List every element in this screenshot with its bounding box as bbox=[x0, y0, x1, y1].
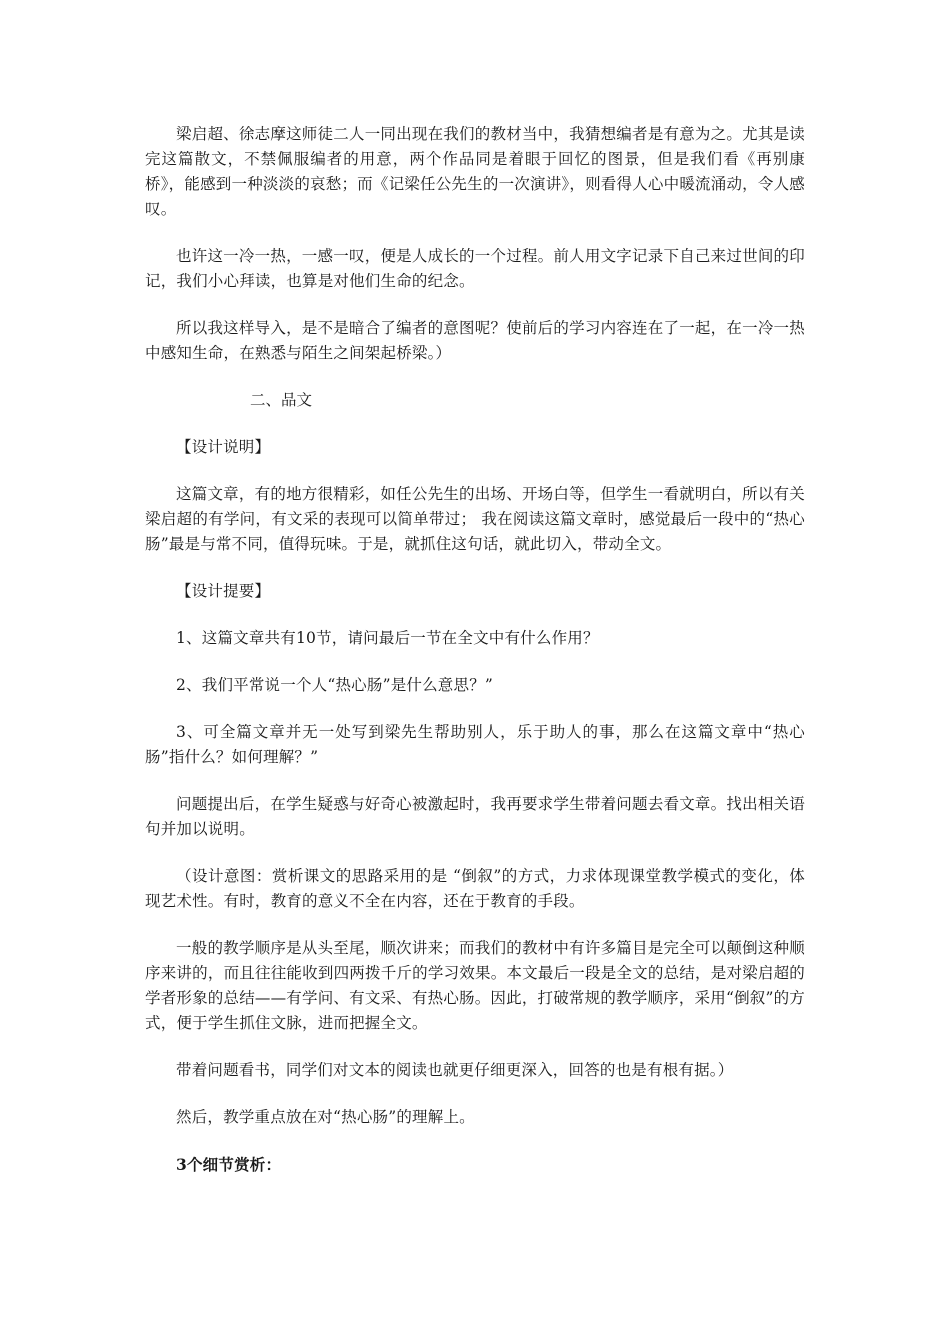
paragraph-intro-3: 所以我这样导入，是不是暗合了编者的意图呢？使前后的学习内容连在了一起，在一冷一热中感知生命，在熟悉与陌生之间架起桥梁。） bbox=[145, 319, 805, 362]
design-note-text: 这篇文章，有的地方很精彩，如任公先生的出场、开场白等，但学生一看就明白，所以有关梁启超的有学问，有文采的表现可以简单带过； 我在阅读这篇文章时，感觉最后一段中的“热心肠”最是与常不同，值得玩味。于是，就抓住这句话，就此切入，带动全文。 bbox=[145, 485, 805, 553]
details-heading: 3个细节赏析： bbox=[176, 1155, 282, 1174]
paragraph-reading-with-questions: 带着问题看书，同学们对文本的阅读也就更仔细更深入，回答的也是有根有据。） bbox=[176, 1061, 734, 1079]
paragraph-intro-2: 也许这一冷一热，一感一叹，便是人成长的一个过程。前人用文字记录下自己来过世间的印记，我们小心拜读，也算是对他们生命的纪念。 bbox=[145, 247, 805, 290]
paragraph-teaching-order: 一般的教学顺序是从头至尾，顺次讲来；而我们的教材中有许多篇目是完全可以颠倒这种顺序来讲的，而且往往能收到四两拨千斤的学习效果。本文最后一段是全文的总结，是对梁启超的学者形象的总结——有学问、有文采、有热心肠。因此，打破常规的教学顺序，采用“倒叙”的方式，便于学生抓住文脉，进而把握全文。 bbox=[145, 939, 805, 1032]
question-1: 1、这篇文章共有10节，请问最后一节在全文中有什么作用？ bbox=[176, 629, 599, 647]
paragraph-focus: 然后，教学重点放在对“热心肠”的理解上。 bbox=[176, 1108, 475, 1126]
paragraph-after-questions: 问题提出后，在学生疑惑与好奇心被激起时，我再要求学生带着问题去看文章。找出相关语句并加以说明。 bbox=[145, 795, 805, 838]
design-outline-label: 【设计提要】 bbox=[176, 582, 271, 600]
document-page bbox=[145, 122, 805, 1199]
section-heading: 二、品文 bbox=[250, 391, 313, 409]
paragraph-intro-1: 梁启超、徐志摩这师徒二人一同出现在我们的教材当中，我猜想编者是有意为之。尤其是读完这篇散文，不禁佩服编者的用意，两个作品同是着眼于回忆的图景，但是我们看《再别康桥》，能感到一种淡淡的哀愁；而《记梁任公先生的一次演讲》，则看得人心中暖流涌动，令人感叹。 bbox=[145, 125, 805, 218]
question-2: 2、我们平常说一个人“热心肠”是什么意思？” bbox=[176, 676, 494, 694]
question-3: 3、可全篇文章并无一处写到梁先生帮助别人，乐于助人的事，那么在这篇文章中“热心肠”指什么？如何理解？” bbox=[145, 723, 805, 766]
paragraph-design-intent: （设计意图：赏析课文的思路采用的是 “倒叙”的方式，力求体现课堂教学模式的变化，体现艺术性。有时，教育的意义不全在内容，还在于教育的手段。 bbox=[145, 867, 805, 910]
design-note-label: 【设计说明】 bbox=[176, 438, 271, 456]
